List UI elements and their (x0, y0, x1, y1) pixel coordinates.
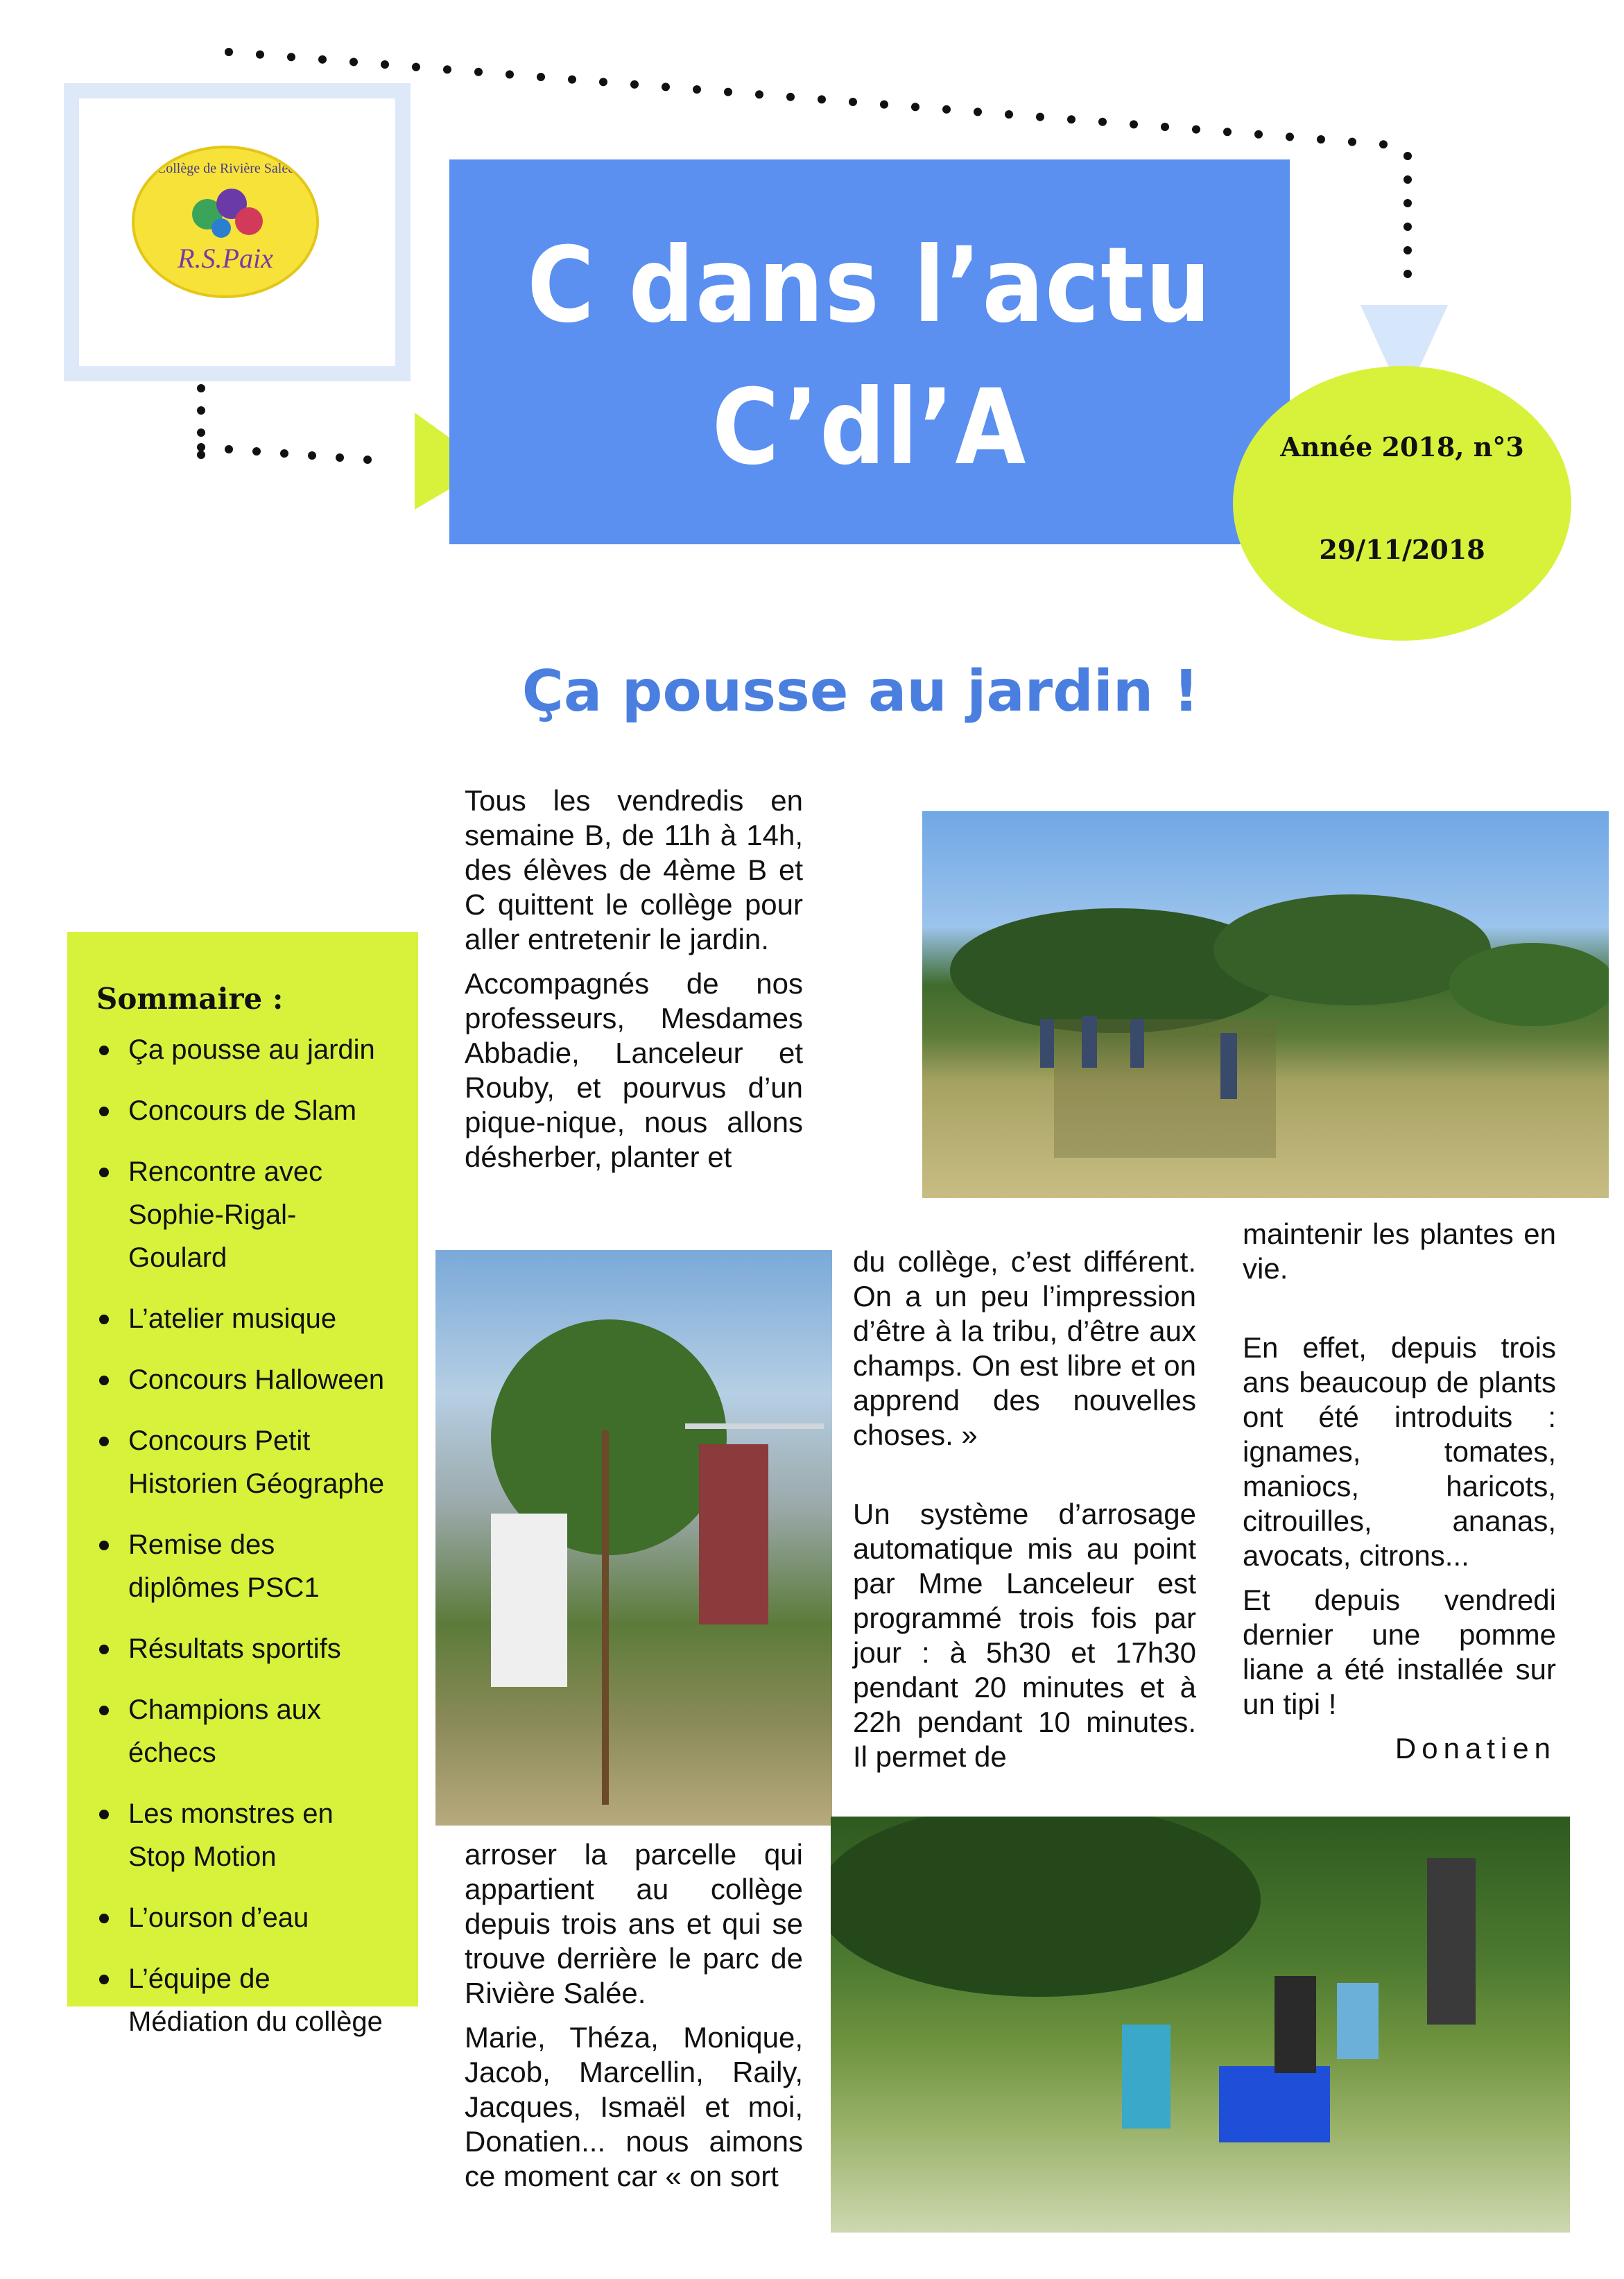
toc-item: Résultats sportifs (96, 1627, 392, 1670)
dot-decoration (308, 451, 316, 460)
dot-decoration (225, 445, 233, 453)
dot-decoration (363, 456, 372, 464)
photo-students-picnic (831, 1817, 1570, 2233)
toc-item: Rencontre avec Sophie-Rigal-Goulard (96, 1150, 392, 1279)
toc-item: Concours Petit Historien Géographe (96, 1419, 392, 1505)
dot-decoration (1223, 128, 1232, 136)
toc-item: Ça pousse au jardin (96, 1028, 392, 1071)
dot-decoration (911, 103, 919, 111)
dot-decoration (443, 65, 451, 73)
toc-item: Champions aux échecs (96, 1688, 392, 1774)
toc-item: Concours Halloween (96, 1358, 392, 1401)
toc-item: L’ourson d’eau (96, 1896, 392, 1939)
logo-arc-text: Collège de Rivière Salée (156, 161, 295, 176)
article-paragraph: Accompagnés de nos professeurs, Mesdames Abbadie, Lanceleur et Rouby, et pourvus d’un pique-nique, nous allons désherber, planter et (465, 967, 803, 1173)
dot-decoration (1161, 123, 1169, 131)
dot-decoration (1317, 135, 1325, 144)
issue-badge (1233, 366, 1571, 641)
article-column-3 (1243, 1217, 1556, 1766)
dot-decoration (724, 88, 732, 96)
article-paragraph: En effet, depuis trois ans beaucoup de plants ont été introduits : ignames, tomates, maniocs, haricots, citrouilles, ananas, avocats, citrons... (1243, 1331, 1556, 1572)
dot-decoration (693, 85, 701, 94)
dot-decoration (599, 78, 607, 86)
issue-number: Année 2018, n°3 (1280, 431, 1524, 462)
article-paragraph: Et depuis vendredi dernier une pomme liane a été installée sur un tipi ! (1243, 1584, 1556, 1720)
dot-decoration (287, 53, 295, 61)
masthead-title-line2: C’dl’A (711, 367, 1028, 488)
toc-item: Remise des diplômes PSC1 (96, 1523, 392, 1609)
dot-decoration (849, 98, 857, 106)
dot-decoration (197, 406, 205, 415)
dot-decoration (1403, 223, 1412, 231)
dot-decoration (336, 453, 344, 462)
dot-decoration (1403, 270, 1412, 278)
dot-decoration (1403, 246, 1412, 254)
dot-decoration (662, 83, 670, 91)
dot-decoration (1403, 152, 1412, 160)
dot-decoration (318, 55, 327, 64)
toc-item: Les monstres en Stop Motion (96, 1792, 392, 1878)
article-signature: Donatien (1394, 1732, 1556, 1765)
dot-decoration (1005, 110, 1013, 119)
dot-decoration (1130, 120, 1138, 128)
dot-decoration (537, 73, 545, 81)
dot-decoration (818, 95, 826, 103)
dot-decoration (197, 443, 205, 451)
toc-item: Concours de Slam (96, 1089, 392, 1132)
dot-decoration (506, 70, 514, 78)
park-scene-illustration (922, 811, 1609, 1198)
article-paragraph: du collège, c’est différent. On a un peu l’impression d’être à la tribu, d’être aux champs. On est libre et on apprend des nouvelles choses. » (853, 1245, 1196, 1451)
dot-decoration (568, 76, 576, 84)
article-column-1-bottom (465, 1837, 803, 2203)
masthead-title-line1: C dans l’actu (527, 225, 1212, 346)
article-paragraph: Un système d’arrosage automatique mis au point par Mme Lanceleur est programmé trois fois par jour : à 5h30 et 17h30 pendant 20 minutes et à 22h pendant 10 minutes. Il permet de (853, 1498, 1196, 1773)
dot-decoration (197, 451, 205, 459)
dot-decoration (197, 384, 205, 392)
photo-students-walking-park (922, 811, 1609, 1198)
toc-title: Sommaire : (96, 982, 284, 1016)
issue-date: 29/11/2018 (1319, 534, 1485, 565)
dot-decoration (786, 93, 795, 101)
dot-decoration (1098, 118, 1107, 126)
photo-students-planting-tree (435, 1250, 832, 1826)
article-paragraph: Tous les vendredis en semaine B, de 11h à 14h, des élèves de 4ème B et C quittent le collège pour aller entretenir le jardin. (465, 784, 803, 955)
dot-decoration (1036, 113, 1044, 121)
dot-decoration (474, 68, 483, 76)
dot-decoration (1067, 115, 1076, 123)
dot-decoration (1403, 199, 1412, 207)
dot-decoration (1379, 140, 1388, 148)
article-paragraph: maintenir les plantes en vie. (1243, 1218, 1556, 1285)
dot-decoration (252, 447, 261, 456)
dot-decoration (256, 51, 264, 59)
toc-list (96, 1028, 392, 2043)
picnic-scene-illustration (831, 1817, 1570, 2233)
masthead-title-box (449, 159, 1290, 544)
dot-decoration (880, 101, 888, 109)
dot-decoration (942, 105, 951, 114)
planting-scene-illustration (435, 1250, 832, 1826)
dot-decoration (1192, 125, 1200, 134)
dot-decoration (755, 90, 763, 98)
dot-decoration (1403, 175, 1412, 184)
dot-decoration (225, 48, 233, 56)
dot-decoration (280, 449, 288, 458)
toc-item: L’équipe de Médiation du collège (96, 1957, 392, 2043)
article-column-1-top (465, 783, 803, 1184)
dot-decoration (197, 428, 205, 437)
hands-logo-icon (183, 180, 273, 249)
dot-decoration (1254, 130, 1263, 139)
dot-decoration (1286, 132, 1294, 141)
table-of-contents (67, 932, 418, 2037)
dot-decoration (381, 60, 389, 69)
dot-decoration (974, 107, 982, 116)
dot-decoration (630, 80, 639, 89)
article-headline: Ça pousse au jardin ! (521, 659, 1200, 725)
school-logo (132, 146, 319, 298)
dot-decoration (349, 58, 358, 66)
article-paragraph: arroser la parcelle qui appartient au collège depuis trois ans et qui se trouve derrière le parc de Rivière Salée. (465, 1838, 803, 2009)
logo-name-text: R.S.Paix (178, 243, 273, 274)
article-column-2 (853, 1245, 1196, 1784)
dot-decoration (412, 63, 420, 71)
toc-item: L’atelier musique (96, 1297, 392, 1340)
article-paragraph: Marie, Théza, Monique, Jacob, Marcellin, Raily, Jacques, Ismaël et moi, Donatien... nous aimons ce moment car « on sort (465, 2021, 803, 2192)
dot-decoration (1348, 138, 1356, 146)
